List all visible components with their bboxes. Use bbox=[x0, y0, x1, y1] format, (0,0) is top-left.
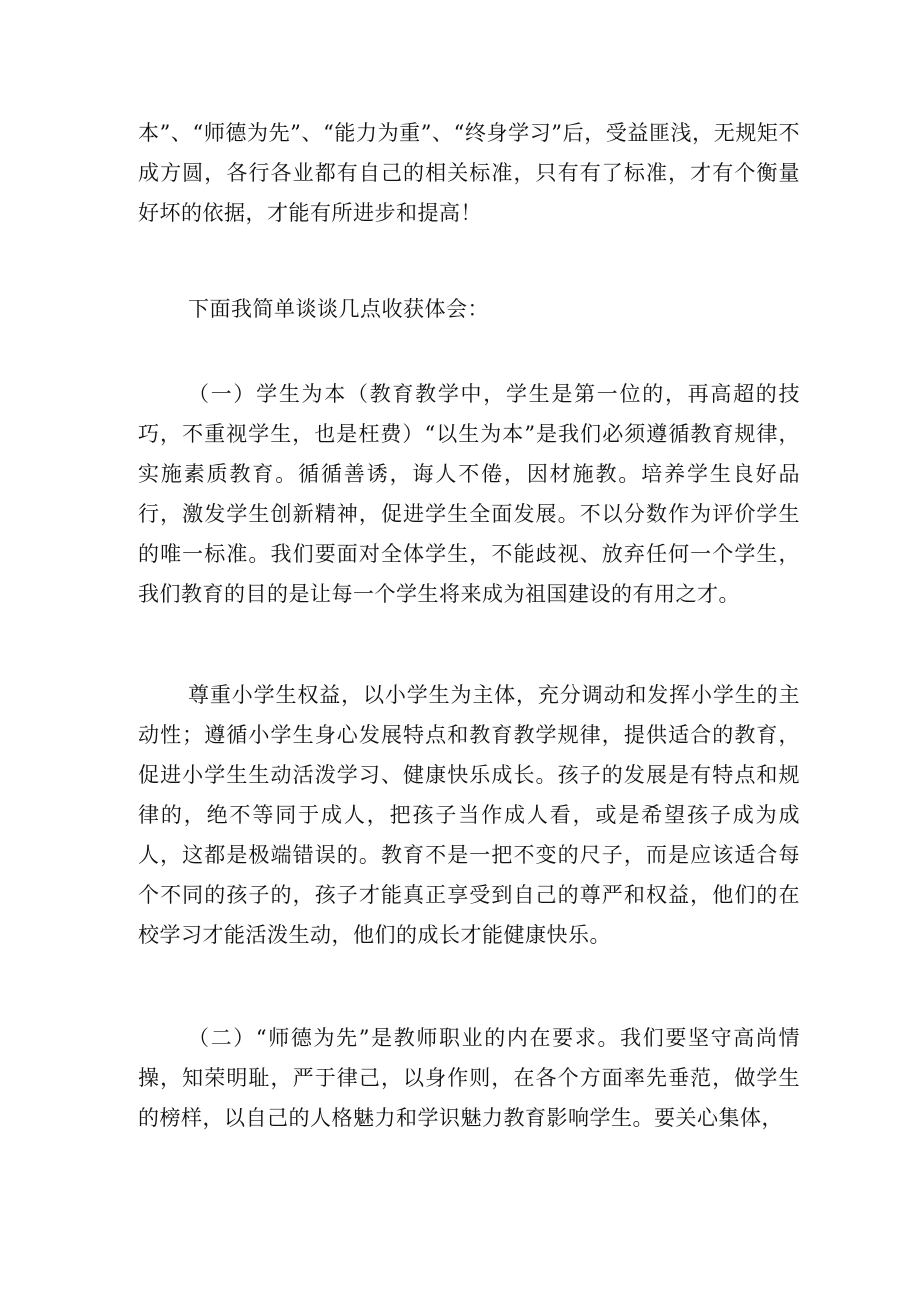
paragraph-section-two: （二）“师德为先”是教师职业的内在要求。我们要坚守高尚情操，知荣明耻，严于律己，以身作则，在各个方面率先垂范，做学生的榜样，以自己的人格魅力和学识魅力教育影响学生。要关心集体， bbox=[138, 1026, 800, 1130]
paragraph-student-rights: 尊重小学生权益，以小学生为主体，充分调动和发挥小学生的主动性；遵循小学生身心发展特点和教育教学规律，提供适合的教育，促进小学生生动活泼学习、健康快乐成长。孩子的发展是有特点和规律的，绝不等同于成人，把孩子当作成人看，或是希望孩子成为成人，这都是极端错误的。教育不是一把不变的尺子，而是应该适合每个不同的孩子的，孩子才能真正享受到自己的尊严和权益，他们的在校学习才能活泼生动，他们的成长才能健康快乐。 bbox=[138, 683, 800, 947]
paragraph-intro: 下面我简单谈谈几点收获体会： bbox=[188, 297, 489, 321]
paragraph-section-one: （一）学生为本（教育教学中，学生是第一位的，再高超的技巧，不重视学生，也是枉费）“以生为本”是我们必须遵循教育规律，实施素质教育。循循善诱，诲人不倦，因材施教。培养学生良好品行，激发学生创新精神，促进学生全面发展。不以分数作为评价学生的唯一标准。我们要面对全体学生，不能歧视、放弃任何一个学生，我们教育的目的是让每一个学生将来成为祖国建设的有用之才。 bbox=[138, 382, 800, 606]
paragraph-continuation: 本”、“师德为先”、“能力为重”、“终身学习”后，受益匪浅，无规矩不成方圆，各行各业都有自己的相关标准，只有有了标准，才有个衡量好坏的依据，才能有所进步和提高！ bbox=[138, 121, 800, 225]
